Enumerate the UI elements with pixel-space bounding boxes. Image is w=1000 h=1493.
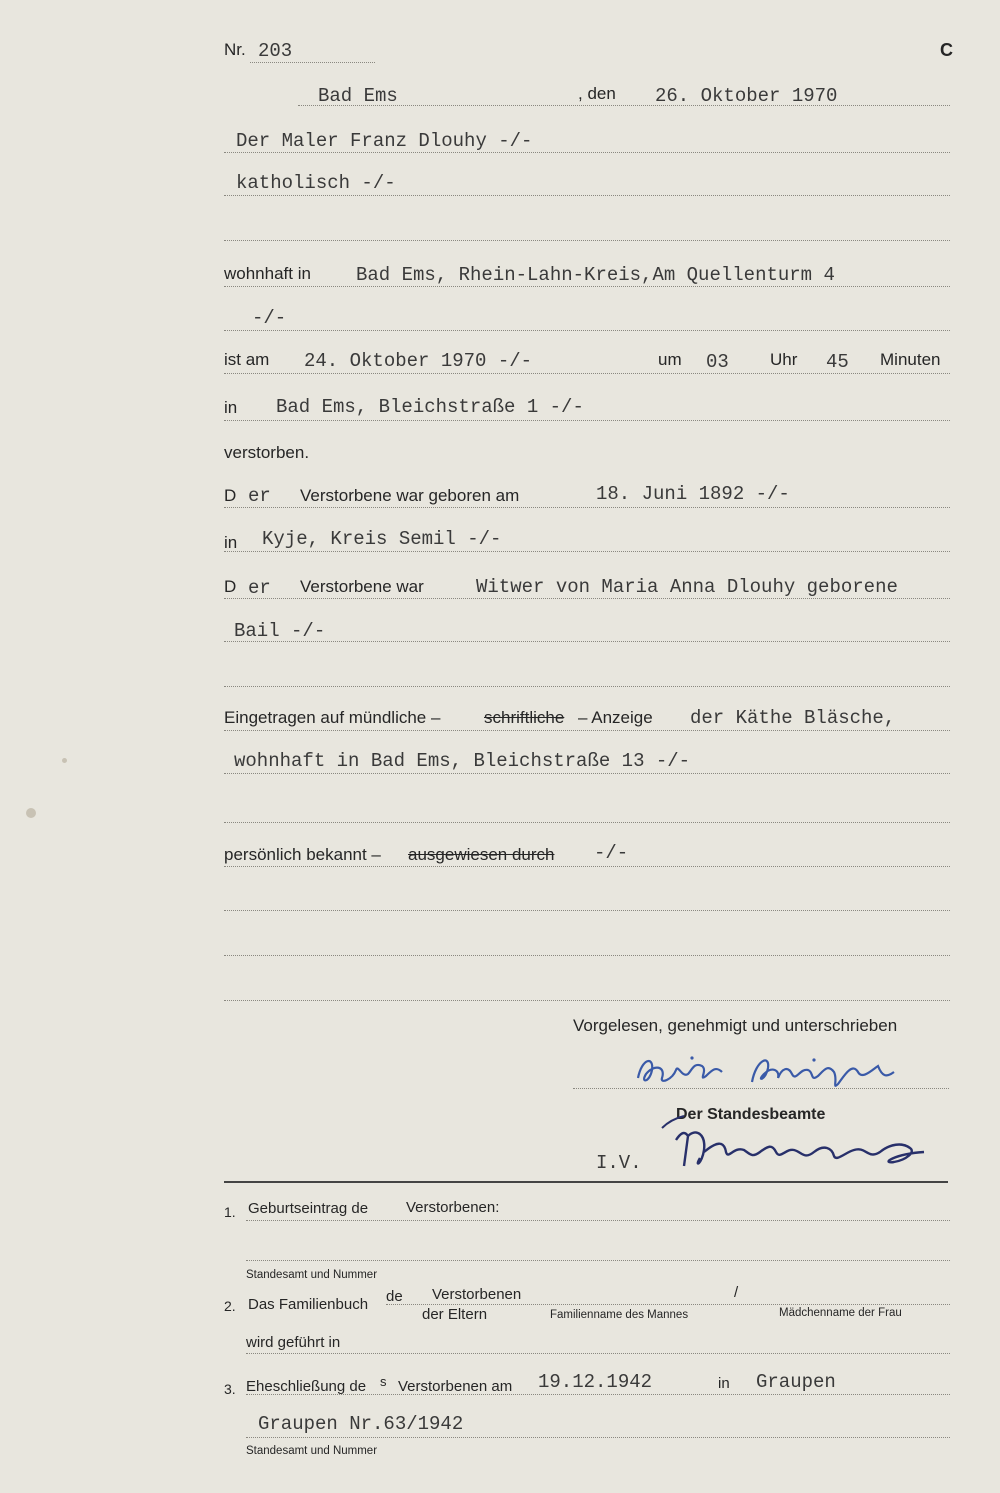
item3-in: in <box>718 1375 730 1392</box>
death-place: Bad Ems, Bleichstraße 1 -/- <box>276 396 584 418</box>
item1-num: 1. <box>224 1204 236 1220</box>
died-label: ist am <box>224 350 270 369</box>
informant-signature <box>632 1048 902 1092</box>
known-struck: ausgewiesen durch <box>408 845 555 864</box>
birth-place: Kyje, Kreis Semil -/- <box>262 528 502 550</box>
nr-label: Nr. <box>224 40 246 59</box>
item3-label: Eheschließung de <box>246 1378 367 1395</box>
minute: 45 <box>826 351 849 373</box>
born-label-er: er <box>248 485 271 507</box>
date: 26. Oktober 1970 <box>655 85 838 107</box>
iv-label: I.V. <box>596 1152 642 1174</box>
item3-s: s <box>380 1374 387 1389</box>
corner-letter: C <box>940 40 953 60</box>
item1-label2: Verstorbenen: <box>406 1199 500 1216</box>
death-in-label: in <box>224 398 238 417</box>
informant-cont: wohnhaft in Bad Ems, Bleichstraße 13 -/- <box>234 750 691 772</box>
nr-value: 203 <box>258 40 293 62</box>
entered-label2: – Anzeige <box>578 708 653 727</box>
religion-line: katholisch -/- <box>236 172 396 194</box>
status-label-er: er <box>248 577 271 599</box>
item2-caption-husband: Familienname des Mannes <box>550 1309 689 1321</box>
hour: 03 <box>706 351 729 373</box>
birth-in-label: in <box>224 533 238 552</box>
item2-verstorbenen: Verstorbenen <box>432 1286 522 1303</box>
place: Bad Ems <box>318 85 398 107</box>
minuten-label: Minuten <box>880 350 941 369</box>
registrar-signature <box>654 1100 934 1178</box>
item3-register: Graupen Nr.63/1942 <box>258 1413 464 1435</box>
known-label: persönlich bekannt – <box>224 845 381 864</box>
item3-date: 19.12.1942 <box>538 1371 653 1393</box>
item1-label: Geburtseintrag de <box>248 1200 369 1217</box>
registrar-label: Der Standesbeamte <box>676 1106 826 1123</box>
um-label: um <box>658 350 682 369</box>
entered-label: Eingetragen auf mündliche – <box>224 708 441 727</box>
died-date: 24. Oktober 1970 -/- <box>304 350 533 372</box>
paper-spot <box>26 808 36 818</box>
born-label-rest: Verstorbene war geboren am <box>300 486 520 505</box>
residence-cont: -/- <box>252 307 287 329</box>
item2-slash: / <box>734 1284 739 1301</box>
status-cont: Bail -/- <box>234 620 326 642</box>
item2-de: de <box>386 1288 403 1305</box>
item2-eltern: der Eltern <box>422 1306 488 1323</box>
status-value: Witwer von Maria Anna Dlouhy geborene <box>476 576 898 598</box>
uhr-label: Uhr <box>770 350 798 369</box>
item2-caption-wife: Mädchenname der Frau <box>779 1307 902 1319</box>
status-label-rest: Verstorbene war <box>300 577 424 596</box>
verstorben-text: verstorben. <box>224 443 310 462</box>
informant: der Käthe Bläsche, <box>690 707 896 729</box>
item2-num: 2. <box>224 1298 236 1314</box>
born-label-d: D <box>224 486 237 505</box>
known-value: -/- <box>594 842 629 864</box>
item3-label2: Verstorbenen am <box>398 1378 513 1395</box>
item2-label: Das Familienbuch <box>248 1296 369 1313</box>
born-date: 18. Juni 1892 -/- <box>596 483 790 505</box>
entered-struck: schriftliche <box>484 708 565 727</box>
residence-value: Bad Ems, Rhein-Lahn-Kreis,Am Quellenturm 4 <box>356 264 835 286</box>
item3-num: 3. <box>224 1381 236 1397</box>
residence-label: wohnhaft in <box>224 264 311 283</box>
person-line: Der Maler Franz Dlouhy -/- <box>236 130 533 152</box>
date-label: , den <box>578 84 616 103</box>
item3-caption: Standesamt und Nummer <box>246 1445 378 1457</box>
paper-spot <box>62 758 67 763</box>
item2-kept: wird geführt in <box>246 1334 341 1351</box>
item1-caption: Standesamt und Nummer <box>246 1269 378 1281</box>
status-label-d: D <box>224 577 237 596</box>
read-approved: Vorgelesen, genehmigt und unterschrieben <box>573 1016 898 1035</box>
item3-place: Graupen <box>756 1371 836 1393</box>
